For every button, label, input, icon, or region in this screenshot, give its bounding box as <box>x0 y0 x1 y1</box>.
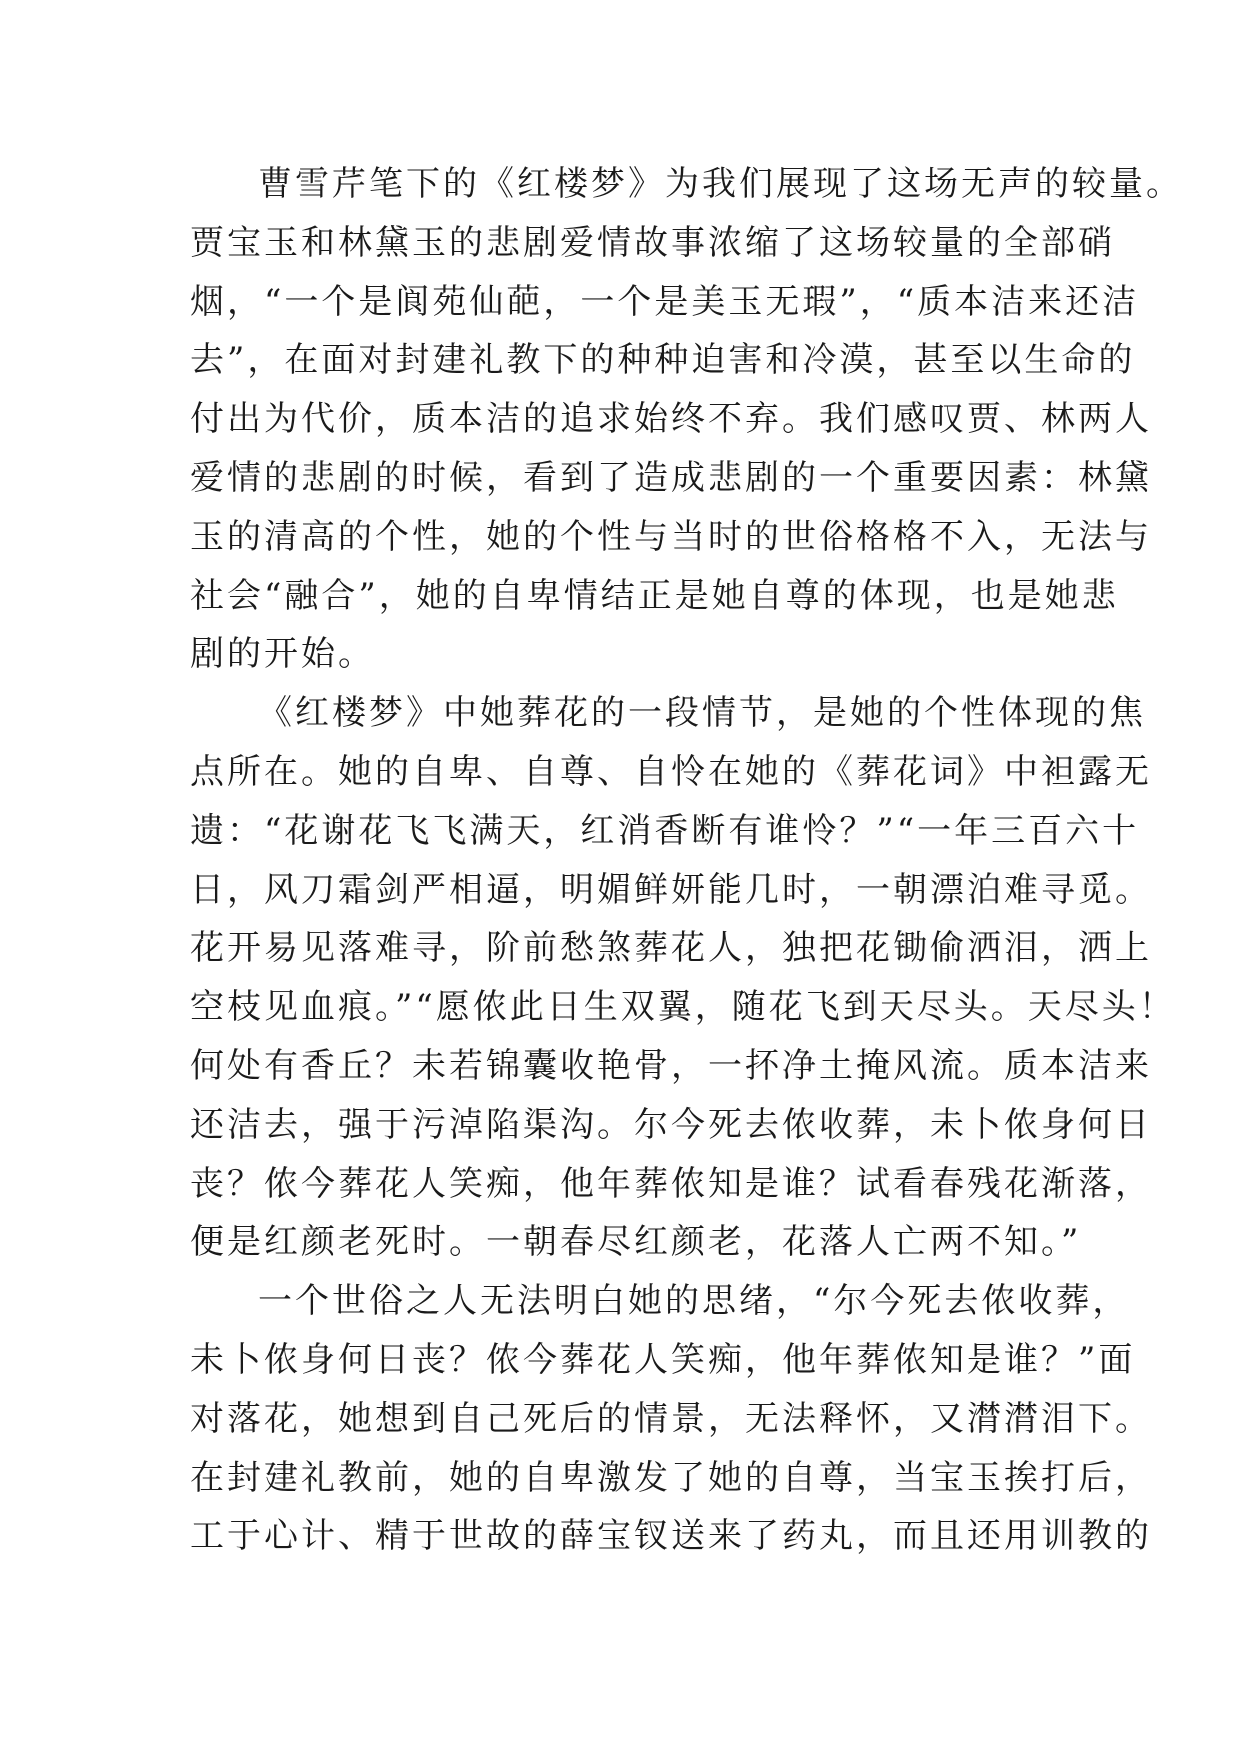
body-text <box>190 155 1183 1566</box>
paragraph-1-line: 剧的开始。 <box>190 634 375 675</box>
paragraph-2-line: 空枝见血痕。”“愿侬此日生双翼，随花飞到天尽头。天尽头！ <box>190 987 1176 1028</box>
paragraph-2-line: 点所在。她的自卑、自尊、自怜在她的《葬花词》中袒露无 <box>190 751 1152 792</box>
paragraph-2-line: 便是红颜老死时。一朝春尽红颜老，花落人亡两不知。” <box>190 1222 1082 1263</box>
paragraph-2-line: 何处有香丘？未若锦囊收艳骨，一抔净土掩风流。质本洁来 <box>190 1045 1152 1086</box>
paragraph-1-line: 社会“融合”，她的自卑情结正是她自尊的体现，也是她悲 <box>190 575 1119 616</box>
paragraph-2-line: 日，风刀霜剑严相逼，明媚鲜妍能几时，一朝漂泊难寻觅。 <box>190 869 1152 910</box>
paragraph-2-line: 丧？侬今葬花人笑痴，他年葬侬知是谁？试看春残花渐落， <box>190 1163 1152 1204</box>
paragraph-1-line: 付出为代价，质本洁的追求始终不弃。我们感叹贾、林两人 <box>190 399 1152 440</box>
paragraph-2-line: 还洁去，强于污淖陷渠沟。尔今死去侬收葬，未卜侬身何日 <box>190 1104 1152 1145</box>
paragraph-3-line: 一个世俗之人无法明白她的思绪，“尔今死去侬收葬， <box>258 1281 1130 1322</box>
paragraph-1-line: 曹雪芹笔下的《红楼梦》为我们展现了这场无声的较量。 <box>258 164 1183 204</box>
paragraph-1-line: 去”，在面对封建礼教下的种种迫害和冷漠，甚至以生命的 <box>190 340 1136 381</box>
paragraph-1-line: 玉的清高的个性，她的个性与当时的世俗格格不入，无法与 <box>190 516 1152 557</box>
paragraph-1-line: 烟，“一个是阆苑仙葩，一个是美玉无瑕”，“质本洁来还洁 <box>190 281 1140 322</box>
paragraph-3-line: 工于心计、精于世故的薛宝钗送来了药丸，而且还用训教的 <box>190 1516 1152 1557</box>
paragraph-3-line: 在封建礼教前，她的自卑激发了她的自尊，当宝玉挨打后， <box>190 1457 1152 1498</box>
paragraph-3-line: 未卜侬身何日丧？侬今葬花人笑痴，他年葬侬知是谁？”面 <box>190 1339 1136 1380</box>
paragraph-3-line: 对落花，她想到自己死后的情景，无法释怀，又潸潸泪下。 <box>190 1398 1152 1439</box>
paragraph-2-line: 花开易见落难寻，阶前愁煞葬花人，独把花锄偷洒泪，洒上 <box>190 928 1152 969</box>
paragraph-1-line: 贾宝玉和林黛玉的悲剧爱情故事浓缩了这场较量的全部硝 <box>190 222 1115 263</box>
paragraph-2-line: 遗：“花谢花飞飞满天，红消香断有谁怜？”“一年三百六十 <box>190 810 1140 851</box>
paragraph-1-line: 爱情的悲剧的时候，看到了造成悲剧的一个重要因素：林黛 <box>190 457 1152 498</box>
paragraph-2-line: 《红楼梦》中她葬花的一段情节，是她的个性体现的焦 <box>258 693 1146 734</box>
